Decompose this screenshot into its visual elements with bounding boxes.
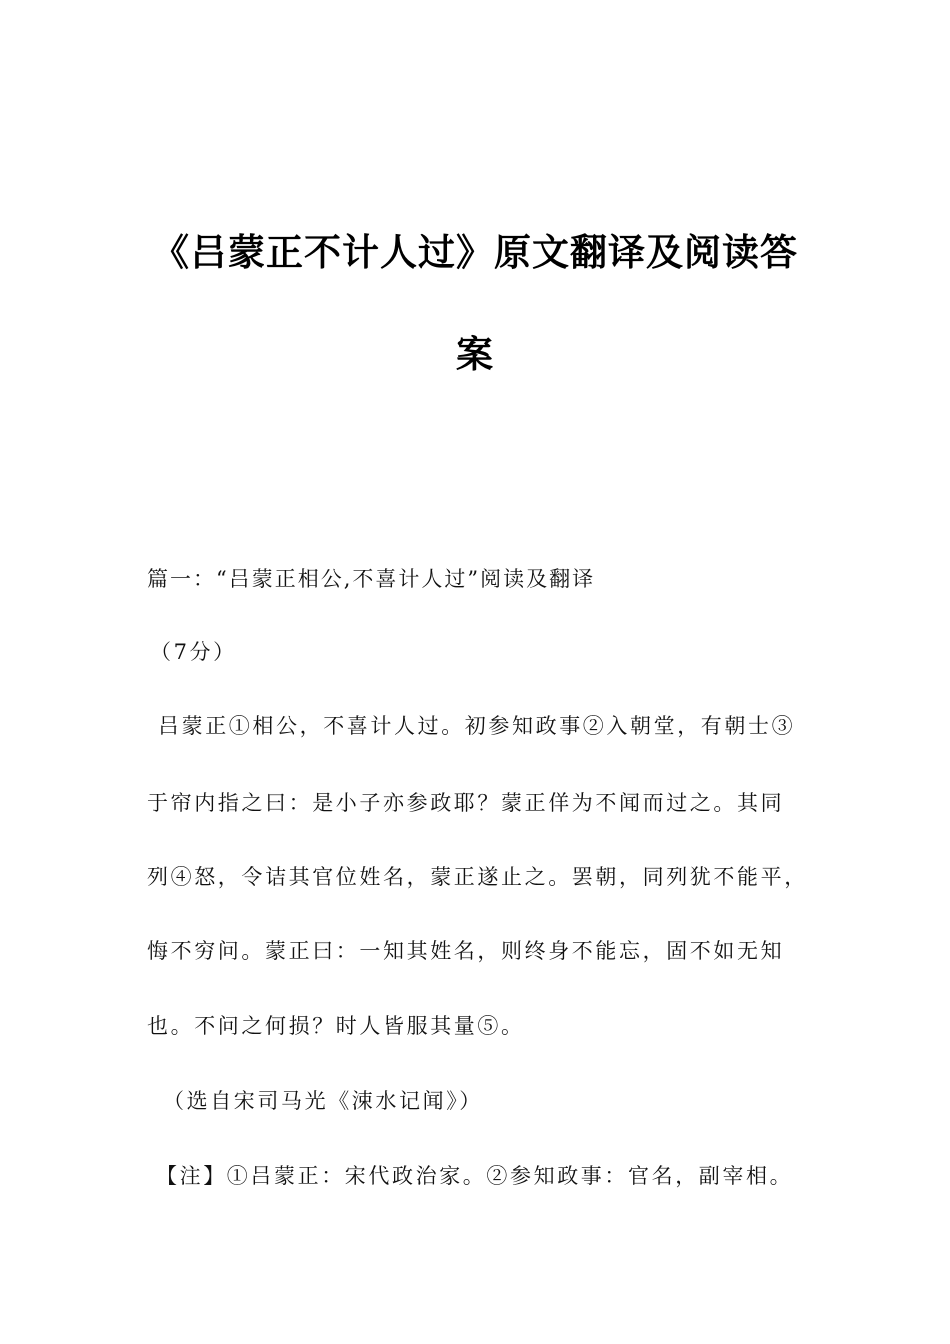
body-text-line: 于帘内指之曰：是小子亦参政耶？蒙正佯为不闻而过之。其同 xyxy=(147,791,785,815)
section-heading: 篇一：“吕蒙正相公,不喜计人过”阅读及翻译 xyxy=(147,567,596,591)
document-title-line-2: 案 xyxy=(456,333,494,376)
body-text-line: 悔不穷问。蒙正曰：一知其姓名，则终身不能忘，固不如无知 xyxy=(147,939,785,963)
score-note: （7分） xyxy=(150,640,237,664)
document-title-line-1: 《吕蒙正不计人过》原文翻译及阅读答 xyxy=(152,231,798,274)
body-text-line: 吕蒙正①相公，不喜计人过。初参知政事②入朝堂，有朝士③ xyxy=(158,714,796,738)
annotation-note: 【注】①吕蒙正：宋代政治家。②参知政事：官名，副宰相。 xyxy=(156,1164,794,1188)
body-text-line: 列④怒，令诘其官位姓名，蒙正遂止之。罢朝，同列犹不能平， xyxy=(147,865,808,889)
source-citation: （选自宋司马光《涑水记闻》） xyxy=(163,1089,483,1113)
body-text-line: 也。不问之何损？时人皆服其量⑤。 xyxy=(147,1014,525,1038)
